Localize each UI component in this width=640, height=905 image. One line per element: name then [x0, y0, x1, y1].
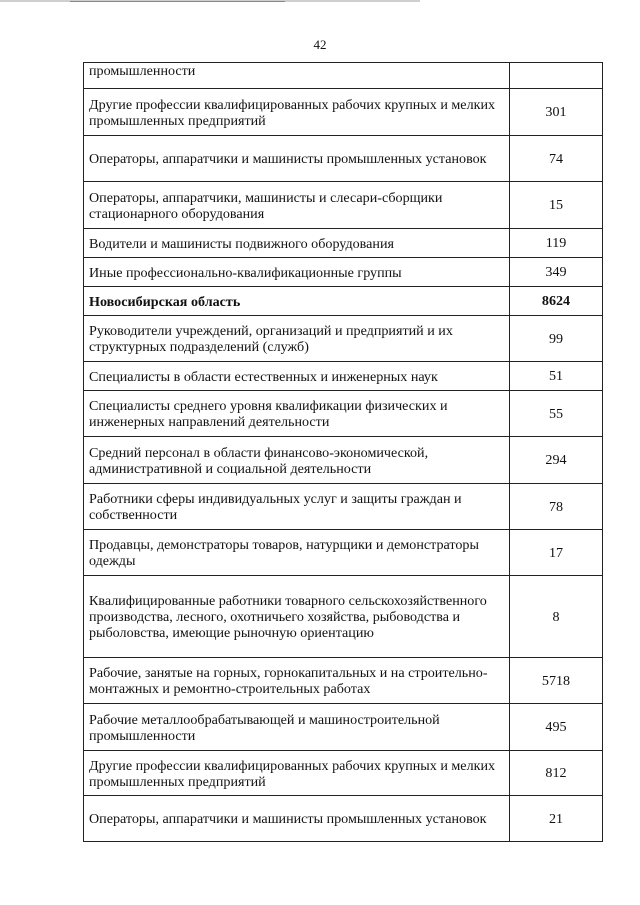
occupation-group-cell: Продавцы, демонстраторы товаров, натурщики и демонстраторы одежды [84, 530, 510, 576]
count-cell: 17 [510, 530, 603, 576]
region-total-row [84, 287, 603, 316]
occupation-group-cell: Рабочие металлообрабатывающей и машиностроительной промышленности [84, 704, 510, 751]
table-row [84, 362, 603, 391]
table-row [84, 136, 603, 182]
occupation-group-cell: Средний персонал в области финансово-экономической, административной и социальной деятельности [84, 437, 510, 484]
table-row [84, 316, 603, 362]
occupation-group-cell: Специалисты среднего уровня квалификации физических и инженерных направлений деятельности [84, 391, 510, 437]
table-row [84, 796, 603, 842]
table-row [84, 391, 603, 437]
table-row [84, 576, 603, 658]
count-cell: 51 [510, 362, 603, 391]
count-cell: 21 [510, 796, 603, 842]
occupation-group-cell: Операторы, аппаратчики и машинисты промышленных установок [84, 136, 510, 182]
table-row [84, 258, 603, 287]
count-cell: 349 [510, 258, 603, 287]
table-body [84, 63, 603, 842]
occupation-group-cell: Руководители учреждений, организаций и предприятий и их структурных подразделений (служб) [84, 316, 510, 362]
page-top-edge-mark [70, 1, 285, 2]
count-cell: 294 [510, 437, 603, 484]
table-row [84, 530, 603, 576]
occupation-group-cell: Рабочие, занятые на горных, горнокапитальных и на строительно-монтажных и ремонтно-строительных работах [84, 658, 510, 704]
occupation-group-cell: Работники сферы индивидуальных услуг и защиты граждан и собственности [84, 484, 510, 530]
occupation-group-cell: Другие профессии квалифицированных рабочих крупных и мелких промышленных предприятий [84, 89, 510, 136]
count-cell: 78 [510, 484, 603, 530]
occupation-group-cell: Специалисты в области естественных и инженерных наук [84, 362, 510, 391]
count-cell [510, 63, 603, 89]
occupation-group-cell: промышленности [84, 63, 510, 89]
count-cell: 55 [510, 391, 603, 437]
occupation-table [83, 62, 603, 842]
table-row [84, 229, 603, 258]
table-row [84, 182, 603, 229]
occupation-group-cell: Водители и машинисты подвижного оборудования [84, 229, 510, 258]
table-row [84, 63, 603, 89]
count-cell: 495 [510, 704, 603, 751]
count-cell: 812 [510, 751, 603, 796]
occupation-group-cell: Иные профессионально-квалификационные группы [84, 258, 510, 287]
count-cell: 15 [510, 182, 603, 229]
table-row [84, 751, 603, 796]
table-row [84, 437, 603, 484]
occupation-group-cell: Другие профессии квалифицированных рабочих крупных и мелких промышленных предприятий [84, 751, 510, 796]
count-cell: 99 [510, 316, 603, 362]
occupation-group-cell: Операторы, аппаратчики и машинисты промышленных установок [84, 796, 510, 842]
occupation-group-cell: Новосибирская область [84, 287, 510, 316]
count-cell: 119 [510, 229, 603, 258]
occupation-group-cell: Операторы, аппаратчики, машинисты и слесари-сборщики стационарного оборудования [84, 182, 510, 229]
count-cell: 8 [510, 576, 603, 658]
table-row [84, 484, 603, 530]
table-row [84, 704, 603, 751]
table-row [84, 658, 603, 704]
count-cell: 8624 [510, 287, 603, 316]
count-cell: 301 [510, 89, 603, 136]
count-cell: 5718 [510, 658, 603, 704]
table-row [84, 89, 603, 136]
page-number: 42 [313, 37, 327, 52]
occupation-group-cell: Квалифицированные работники товарного сельскохозяйственного производства, лесного, охотничьего хозяйства, рыбоводства и рыболовства, имеющие рыночную ориентацию [84, 576, 510, 658]
count-cell: 74 [510, 136, 603, 182]
